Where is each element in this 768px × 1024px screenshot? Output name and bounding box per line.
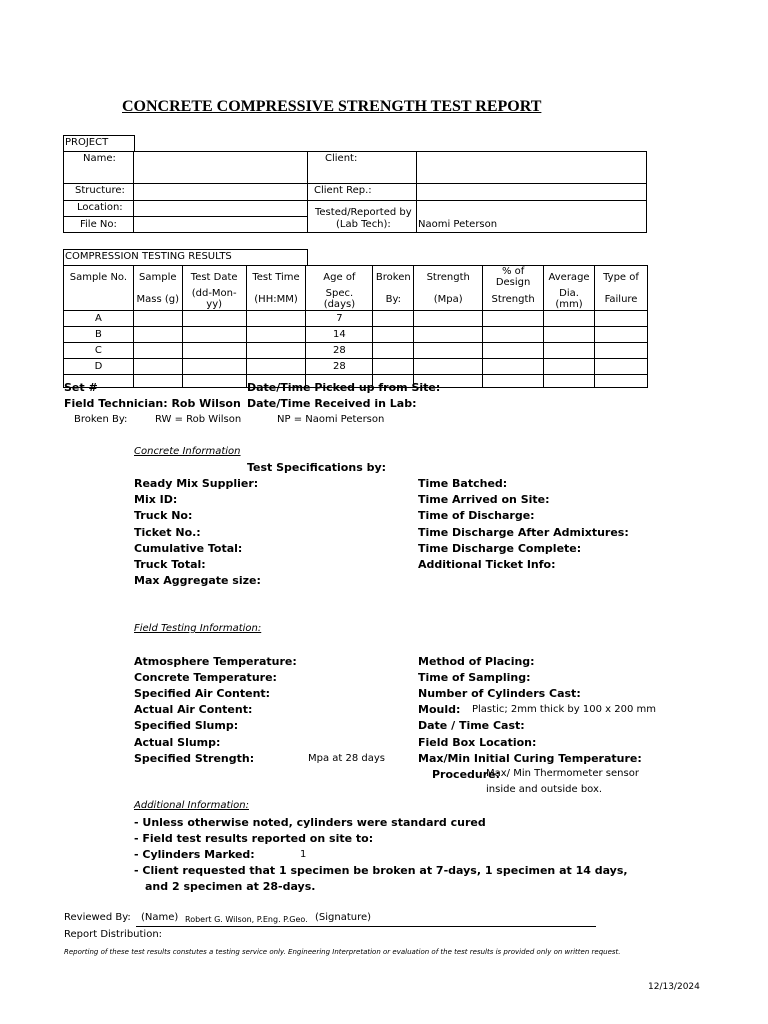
date-time-cast-label: Date / Time Cast:: [418, 719, 525, 732]
col-header: Strength: [483, 288, 544, 311]
concrete-temp-label: Concrete Temperature:: [134, 671, 277, 684]
sample-cell: B: [64, 327, 134, 343]
structure-label: Structure:: [75, 185, 125, 196]
sample-cell: D: [64, 359, 134, 375]
report-distribution-label: Report Distribution:: [64, 929, 163, 940]
col-header: [64, 288, 134, 311]
results-header-row-2: [64, 288, 648, 311]
file-no-label: File No:: [80, 219, 117, 230]
col-header: Spec. (days): [306, 288, 373, 311]
age-cell: 28: [306, 343, 373, 359]
sample-cell: C: [64, 343, 134, 359]
time-discharge-complete-label: Time Discharge Complete:: [418, 542, 582, 555]
picked-up-label: Date/Time Picked up from Site:: [247, 381, 441, 394]
age-cell: 28: [306, 359, 373, 375]
time-discharge-admix-label: Time Discharge After Admixtures:: [418, 526, 629, 539]
col-header: Mass (g): [133, 288, 182, 311]
col-header: Sample No.: [64, 266, 134, 289]
signature-line: [136, 926, 596, 927]
table-row: [64, 343, 648, 359]
actual-slump-label: Actual Slump:: [134, 736, 221, 749]
mould-value: Plastic; 2mm thick by 100 x 200 mm: [472, 704, 656, 715]
col-header: Average: [544, 266, 595, 289]
col-header: Age of: [306, 266, 373, 289]
cumulative-total-label: Cumulative Total:: [134, 542, 243, 555]
col-header: Dia. (mm): [544, 288, 595, 311]
signature-tag: (Signature): [315, 912, 372, 923]
field-technician: Field Technician: Rob Wilson: [64, 397, 241, 410]
curing-temp-label: Max/Min Initial Curing Temperature:: [418, 752, 642, 765]
procedure-value-1: Max/ Min Thermometer sensor: [486, 768, 639, 779]
col-header: Failure: [595, 288, 648, 311]
atmosphere-temp-label: Atmosphere Temperature:: [134, 655, 297, 668]
broken-by-label: Broken By:: [74, 414, 128, 425]
field-testing-heading: Field Testing Information:: [134, 623, 262, 634]
results-table: [63, 265, 648, 388]
cylinders-marked-value: 1: [300, 849, 307, 860]
additional-line-3: - Cylinders Marked:: [134, 848, 255, 861]
method-placing-label: Method of Placing:: [418, 655, 535, 668]
name-tag: (Name): [141, 912, 179, 923]
concrete-info-heading: Concrete Information: [134, 446, 241, 457]
results-header: COMPRESSION TESTING RESULTS: [65, 251, 232, 262]
mould-label: Mould:: [418, 703, 461, 716]
field-box-location-label: Field Box Location:: [418, 736, 537, 749]
table-row: [64, 327, 648, 343]
col-header: Test Date: [182, 266, 246, 289]
reviewer-name: Robert G. Wilson, P.Eng. P.Geo.: [185, 915, 308, 924]
results-header-row-1: [64, 266, 648, 289]
cylinders-cast-label: Number of Cylinders Cast:: [418, 687, 581, 700]
truck-no-label: Truck No:: [134, 509, 193, 522]
additional-info-heading: Additional Information:: [134, 800, 249, 811]
procedure-value-2: inside and outside box.: [486, 784, 603, 795]
disclaimer: Reporting of these test results constutes a testing service only. Engineering Interpretation or evaluation of the test results is provided only on written request.: [64, 948, 621, 956]
ticket-no-label: Ticket No.:: [134, 526, 201, 539]
actual-air-label: Actual Air Content:: [134, 703, 253, 716]
col-header: Broken: [373, 266, 414, 289]
col-header: By:: [373, 288, 414, 311]
time-sampling-label: Time of Sampling:: [418, 671, 531, 684]
specified-strength-value: Mpa at 28 days: [308, 753, 386, 764]
specified-air-label: Specified Air Content:: [134, 687, 271, 700]
specified-strength-label: Specified Strength:: [134, 752, 255, 765]
received-label: Date/Time Received in Lab:: [247, 397, 417, 410]
tested-by-label-2: (Lab Tech):: [336, 219, 391, 230]
report-date: 12/13/2024: [648, 982, 700, 992]
age-cell: 7: [306, 311, 373, 327]
report-title: CONCRETE COMPRESSIVE STRENGTH TEST REPORT: [122, 98, 542, 115]
additional-line-5: and 2 specimen at 28-days.: [145, 880, 316, 893]
col-header: % of Design: [483, 266, 544, 289]
col-header: Sample: [133, 266, 182, 289]
test-spec-label: Test Specifications by:: [247, 461, 387, 474]
time-discharge-label: Time of Discharge:: [418, 509, 535, 522]
mix-id-label: Mix ID:: [134, 493, 178, 506]
specified-slump-label: Specified Slump:: [134, 719, 239, 732]
additional-ticket-label: Additional Ticket Info:: [418, 558, 556, 571]
tested-by-label-1: Tested/Reported by: [315, 207, 412, 218]
col-header: Strength: [414, 266, 483, 289]
broken-by-np: NP = Naomi Peterson: [277, 414, 385, 425]
reviewed-by-label: Reviewed By:: [64, 912, 131, 923]
additional-line-2: - Field test results reported on site to:: [134, 832, 374, 845]
col-header: Test Time: [246, 266, 306, 289]
truck-total-label: Truck Total:: [134, 558, 206, 571]
location-label: Location:: [77, 202, 123, 213]
max-aggregate-label: Max Aggregate size:: [134, 574, 261, 587]
sample-cell: A: [64, 311, 134, 327]
client-rep-label: Client Rep.:: [314, 185, 372, 196]
col-header: (dd-Mon-yy): [182, 288, 246, 311]
age-cell: 14: [306, 327, 373, 343]
table-row: [64, 311, 648, 327]
client-label: Client:: [325, 153, 358, 164]
col-header: (Mpa): [414, 288, 483, 311]
procedure-label: Procedure:: [432, 768, 501, 781]
ready-mix-label: Ready Mix Supplier:: [134, 477, 259, 490]
tested-by-value: Naomi Peterson: [418, 219, 498, 230]
set-label: Set #: [64, 381, 98, 394]
col-header: Type of: [595, 266, 648, 289]
time-batched-label: Time Batched:: [418, 477, 508, 490]
col-header: (HH:MM): [246, 288, 306, 311]
project-header: PROJECT: [65, 137, 109, 148]
table-row: [64, 359, 648, 375]
broken-by-rw: RW = Rob Wilson: [155, 414, 242, 425]
additional-line-4: - Client requested that 1 specimen be broken at 7-days, 1 specimen at 14 days,: [134, 864, 628, 877]
additional-line-1: - Unless otherwise noted, cylinders were standard cured: [134, 816, 486, 829]
project-name-label: Name:: [83, 153, 116, 164]
time-arrived-label: Time Arrived on Site:: [418, 493, 550, 506]
